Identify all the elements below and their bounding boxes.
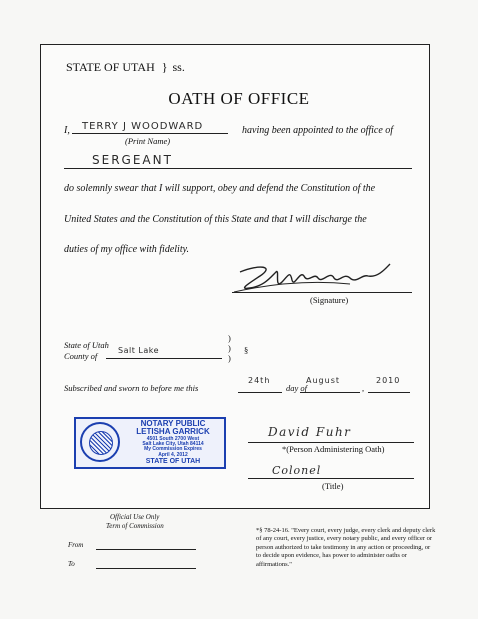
document-title: OATH OF OFFICE bbox=[168, 89, 310, 108]
day-value: 24th bbox=[248, 376, 271, 385]
stamp-line-7: STATE OF UTAH bbox=[145, 457, 201, 465]
to-label: To bbox=[68, 560, 75, 568]
administrator-label: *(Person Administering Oath) bbox=[282, 444, 385, 454]
oath-line-3: duties of my office with fidelity. bbox=[64, 244, 189, 255]
year-line bbox=[368, 392, 410, 393]
from-line bbox=[96, 549, 196, 550]
printed-name-value: TERRY J WOODWARD bbox=[82, 121, 204, 132]
office-value: SERGEANT bbox=[92, 153, 173, 167]
state-line: STATE OF UTAH bbox=[66, 60, 155, 74]
county-label: County of bbox=[64, 351, 98, 361]
state-seal-icon bbox=[80, 422, 120, 462]
appointed-text: having been appointed to the office of bbox=[242, 125, 394, 136]
term-label: Term of Commission bbox=[106, 522, 164, 530]
title-value: Colonel bbox=[272, 464, 322, 477]
administrator-line bbox=[248, 442, 414, 443]
name-line bbox=[72, 133, 228, 134]
venue-brace: ) ) ) bbox=[228, 333, 231, 363]
statute-note: *§ 78-24-16. "Every court, every judge, every clerk and deputy clerk of any court, every justice, every notary public, and every officer or person authorized to take testimony in any action or proceeding, or to decide upon evidence, has power to administer oaths or affirmations." bbox=[256, 527, 436, 568]
header-ss: ss. bbox=[172, 60, 185, 74]
to-line bbox=[96, 568, 196, 569]
county-value: Salt Lake bbox=[118, 346, 160, 355]
stamp-line-6: April 4, 2012 bbox=[158, 451, 188, 458]
month-value: August bbox=[306, 376, 340, 385]
office-line bbox=[64, 168, 412, 169]
date-comma: , bbox=[362, 383, 365, 393]
notary-stamp bbox=[74, 417, 226, 469]
stamp-line-2: LETISHA GARRICK bbox=[136, 427, 210, 437]
stamp-line-4: Salt Lake City, Utah 84114 bbox=[142, 441, 204, 448]
administrator-signature: David Fuhr bbox=[268, 425, 352, 439]
day-of-label: day of bbox=[286, 383, 308, 393]
notary-stamp-text bbox=[124, 420, 222, 465]
oath-line-1: do solemnly swear that I will support, obey and defend the Constitution of the bbox=[64, 183, 376, 194]
month-line bbox=[300, 392, 360, 393]
stamp-line-3: 4501 South 2700 West bbox=[146, 435, 200, 442]
venue-section: § bbox=[244, 345, 249, 355]
signature-label: (Signature) bbox=[310, 295, 349, 305]
title-line bbox=[248, 478, 414, 479]
day-line bbox=[238, 392, 282, 393]
signature-line bbox=[232, 292, 412, 293]
print-name-label: (Print Name) bbox=[125, 136, 171, 146]
stamp-line-1: NOTARY PUBLIC bbox=[140, 419, 206, 428]
oath-line-2: United States and the Constitution of this State and that I will discharge the bbox=[64, 214, 367, 225]
oath-prefix: I, bbox=[64, 125, 70, 136]
title-label: (Title) bbox=[322, 481, 344, 491]
year-value: 2010 bbox=[376, 376, 401, 385]
county-line bbox=[106, 358, 222, 359]
stamp-line-5: My Commission Expires bbox=[144, 446, 202, 453]
official-use-label: Official Use Only bbox=[110, 513, 160, 521]
from-label: From bbox=[68, 541, 84, 549]
venue-state: State of Utah bbox=[64, 340, 109, 350]
subscribed-text: Subscribed and sworn to before me this bbox=[64, 383, 199, 393]
state-header bbox=[66, 60, 185, 75]
header-brace: } bbox=[161, 60, 168, 74]
